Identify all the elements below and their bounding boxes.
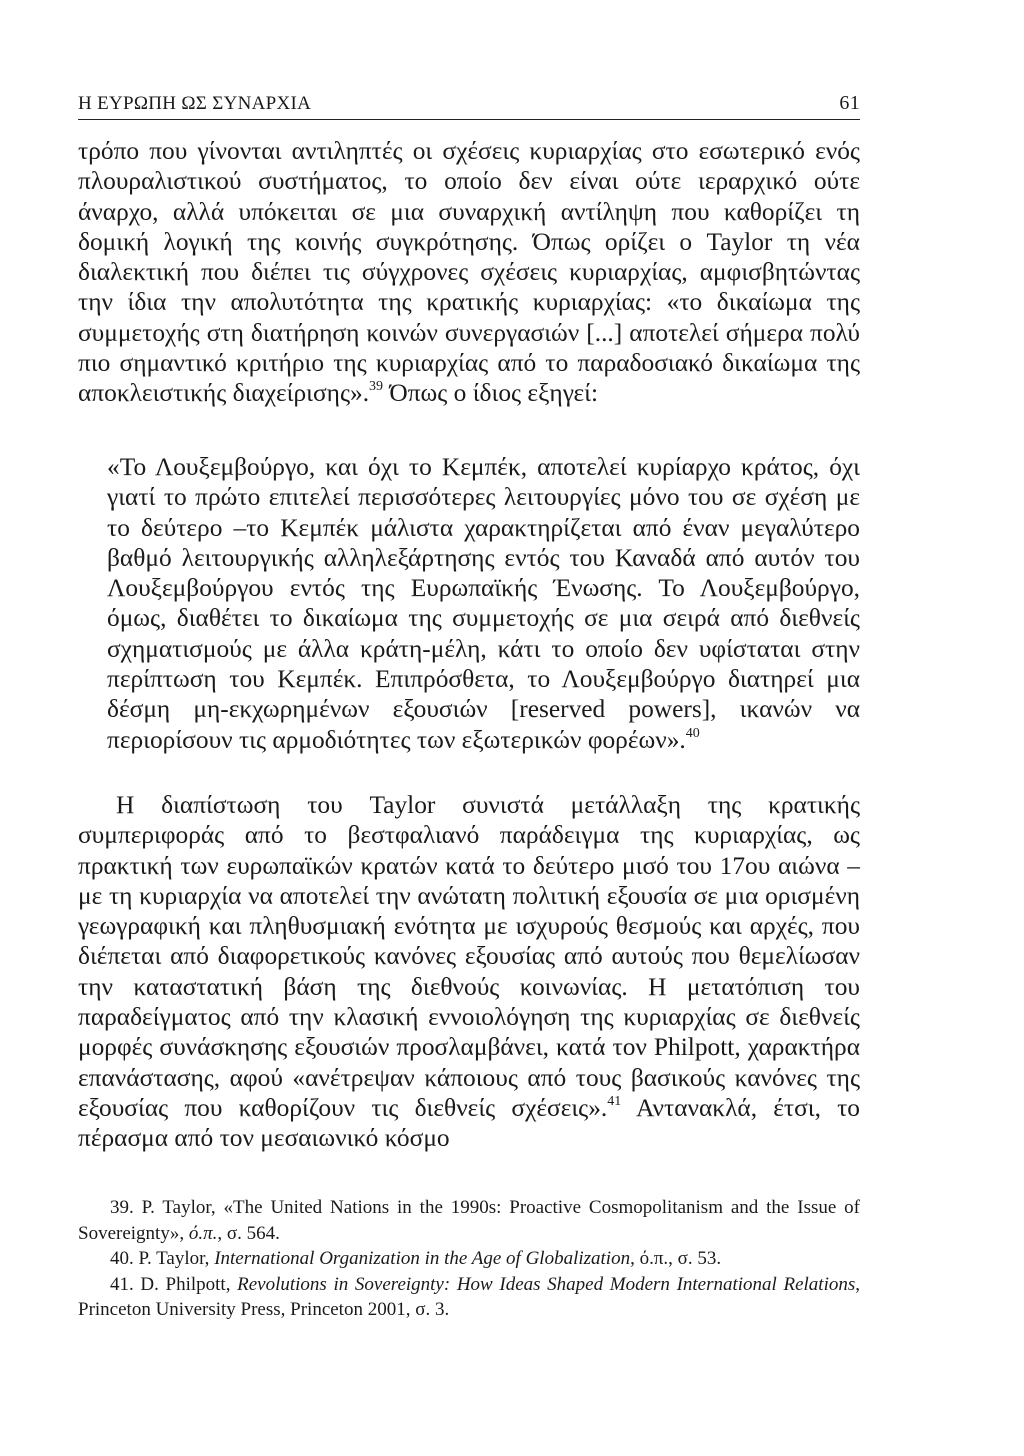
chapter-title: Η ΕΥΡΩΠΗ ΩΣ ΣΥΝΑΡΧΙΑ [78,93,312,114]
footnote-ref-40: 40 [685,725,700,741]
footnote-41-title: Revolutions in Sovereignty: How Ideas Shaped Modern International Relations [237,1273,856,1295]
footnote-40-tail: , ό.π., σ. 53. [630,1248,722,1269]
block-quote [107,452,860,755]
paragraph-1-tail: Όπως ο ίδιος εξηγεί: [383,379,599,408]
footnote-39-text: 39. P. Taylor, «The United Nations in the 1990s: Proactive Cosmopolitanism and the Issue of Sovereignty», [78,1197,860,1244]
footnote-41 [78,1272,860,1323]
paragraph-1-text: τρόπο που γίνονται αντιληπτές οι σχέσεις κυριαρχίας στο εσωτερικό ενός πλουραλιστικού συστήματος, το οποίο δεν είναι ούτε ιεραρχικό ούτε άναρχο, αλλά υπόκειται σε μια συναρχική αντίληψη που καθορίζει τη δομική λογική της κοινής συγκρότησης. Όπως ορίζει ο Taylor τη νέα διαλεκτική που διέπει τις σύγχρονες σχέσεις κυριαρχίας, αμφισβητώντας την ίδια την απολυτότητα της κρατικής κυριαρχίας: «το δικαίωμα της συμμετοχής στη διατήρηση κοινών συνεργασιών [...] αποτελεί σήμερα πολύ πιο σημαντικό κριτήριο της κυριαρχίας από το παραδοσιακό δικαίωμα της αποκλειστικής διαχείρισης». [78,137,860,408]
footnote-40-text: 40. P. Taylor, [110,1248,215,1269]
footnote-41-text: 41. D. Philpott, [110,1273,238,1295]
footnote-40 [78,1246,860,1272]
quote-text: «Το Λουξεμβούργο, και όχι το Κεμπέκ, αποτελεί κυρίαρχο κράτος, όχι γιατί το πρώτο επιτελεί περισσότερες λειτουργίες μόνο του σε σχέση με το δεύτερο –το Κεμπέκ μάλιστα χαρακτηρίζεται από έναν μεγαλύτερο βαθμό λειτουργικής αλληλεξάρτησης εντός του Καναδά από αυτόν του Λουξεμβούργου εντός της Ευρωπαϊκής Ένωσης. Το Λουξεμβούργο, όμως, διαθέτει το δικαίωμα της συμμετοχής σε μια σειρά από διεθνείς σχηματισμούς με άλλα κράτη-μέλη, κάτι το οποίο δεν υφίσταται στην περίπτωση του Κεμπέκ. Επιπρόσθετα, το Λουξεμβούργο διατηρεί μια δέσμη μη-εκχωρημένων εξουσιών [reserved powers], ικανών να περιορίσουν τις αρμοδιότητες των εξωτερικών φορέων». [107,453,860,754]
page-number: 61 [839,92,860,114]
paragraph-2-text: Η διαπίστωση του Taylor συνιστά μετάλλαξη της κρατικής συμπεριφοράς από το βεστφαλιανό παράδειγμα της κυριαρχίας, ως πρακτική των ευρωπαϊκών κρατών κατά το δεύτερο μισό του 17ου αιώνα –με τη κυριαρχία να αποτελεί την ανώτατη πολιτική εξουσία σε μια ορισμένη γεωγραφική και πληθυσμιακή ενότητα με ισχυρούς θεσμούς και αρχές, που διέπεται από διαφορετικούς κανόνες εξουσίας από αυτούς που θεμελίωσαν την καταστατική βάση της διεθνούς κοινωνίας. Η μετατόπιση του παραδείγματος από την κλασική εννοιολόγηση της κυριαρχίας σε διεθνείς μορφές συνάσκησης εξουσιών προσλαμβάνει, κατά τον Philpott, χαρακτήρα επανάστασης, αφού «ανέτρεψαν κάποιους από τους βασικούς κανόνες της εξουσίας που καθορίζουν τις διεθνείς σχέσεις». [78,791,860,1122]
footnote-ref-41: 41 [607,1093,622,1109]
footnote-39 [78,1195,860,1246]
footnote-ref-39: 39 [369,379,384,395]
footnote-39-tail: , σ. 564. [217,1222,280,1244]
footnotes [78,1195,860,1323]
paragraph-2-tail: Αντανακλά, έτσι, το πέρασμα από τον μεσαιωνικό κόσμο [78,1093,861,1153]
paragraph-1 [78,136,860,409]
footnote-39-italic: ό.π. [188,1222,218,1244]
footnote-40-title: International Organization in the Age of Globalization [214,1248,631,1269]
footnote-41-tail: , Princeton University Press, Princeton 2001, σ. 3. [78,1273,861,1320]
paragraph-2 [78,790,860,1154]
running-header [78,92,860,120]
